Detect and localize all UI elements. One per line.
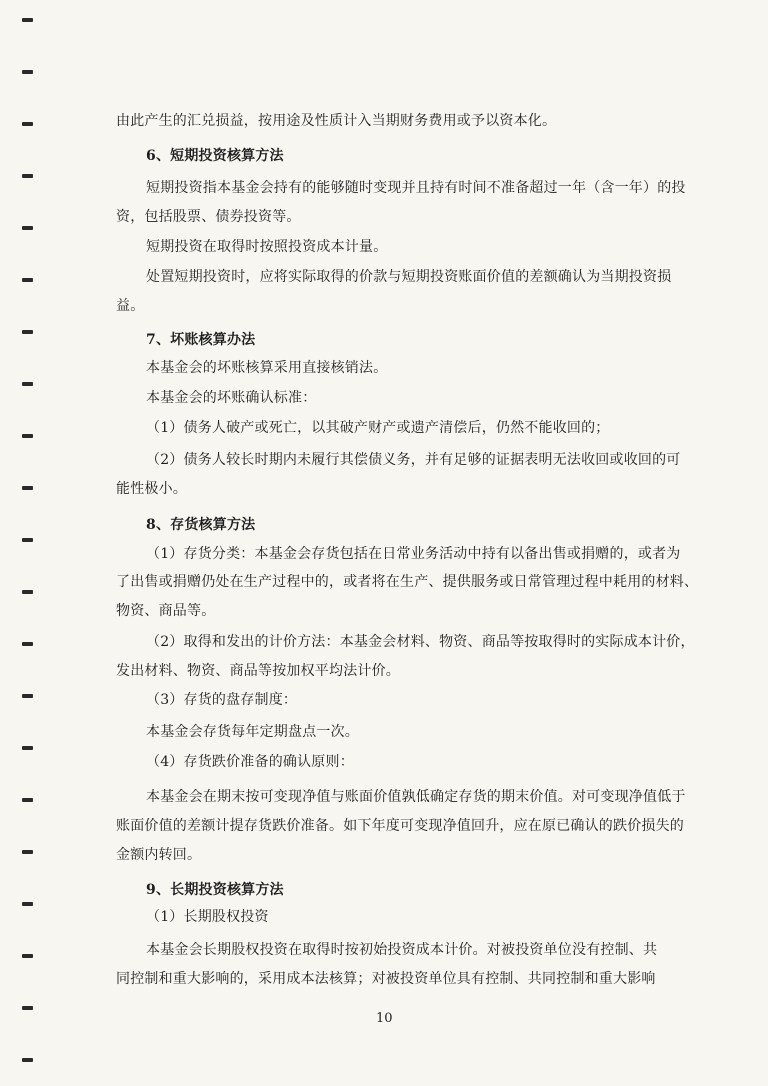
body-line: 能性极小。 [116, 481, 187, 497]
body-line: （3）存货的盘存制度： [146, 692, 298, 708]
punch-mark [22, 746, 33, 750]
punch-mark [22, 382, 33, 386]
body-line: （2）取得和发出的计价方法：本基金会材料、物资、商品等按取得时的实际成本计价， [146, 634, 695, 650]
punch-mark [22, 278, 33, 282]
body-line: （1）存货分类：本基金会存货包括在日常业务活动中持有以备出售或捐赠的，或者为 [146, 546, 681, 562]
body-line: 由此产生的汇兑损益，按用途及性质计入当期财务费用或予以资本化。 [116, 113, 557, 129]
body-line: 了出售或捐赠仍处在生产过程中的，或者将在生产、提供服务或日常管理过程中耗用的材料、 [116, 574, 699, 590]
body-line: 金额内转回。 [116, 847, 202, 863]
body-line: 同控制和重大影响的，采用成本法核算；对被投资单位具有控制、共同控制和重大影响 [116, 971, 656, 987]
body-line: （1）长期股权投资 [146, 909, 269, 925]
body-line: 发出材料、物资、商品等按加权平均法计价。 [116, 663, 400, 679]
section-heading: 7、坏账核算办法 [146, 332, 256, 348]
punch-mark [22, 850, 33, 854]
body-line: 本基金会存货每年定期盘点一次。 [146, 724, 359, 740]
body-line: 短期投资在取得时按照投资成本计量。 [146, 239, 388, 255]
body-line: 资，包括股票、债券投资等。 [116, 209, 301, 225]
body-line: 短期投资指本基金会持有的能够随时变现并且持有时间不准备超过一年（含一年）的投 [146, 180, 686, 196]
punch-mark [22, 486, 33, 490]
section-heading: 9、长期投资核算方法 [146, 882, 284, 898]
punch-mark [22, 590, 33, 594]
body-line: 账面价值的差额计提存货跌价准备。如下年度可变现净值回升，应在原已确认的跌价损失的 [116, 818, 684, 834]
body-line: 益。 [116, 298, 145, 314]
punch-mark [22, 954, 33, 958]
page-number: 10 [376, 1011, 393, 1026]
punch-mark [22, 1058, 33, 1062]
body-line: （2）债务人较长时期内未履行其偿债义务，并有足够的证据表明无法收回或收回的可 [146, 452, 681, 468]
body-line: 本基金会在期末按可变现净值与账面价值孰低确定存货的期末价值。对可变现净值低于 [146, 789, 686, 805]
punch-mark [22, 434, 33, 438]
body-line: 物资、商品等。 [116, 603, 216, 619]
punch-mark [22, 538, 33, 542]
punch-mark [22, 1006, 33, 1010]
section-heading: 8、存货核算方法 [146, 517, 256, 533]
body-line: 本基金会长期股权投资在取得时按初始投资成本计价。对被投资单位没有控制、共 [146, 942, 658, 958]
body-line: （1）债务人破产或死亡，以其破产财产或遗产清偿后，仍然不能收回的； [146, 420, 610, 436]
body-line: 本基金会的坏账确认标准： [146, 390, 317, 406]
punch-mark [22, 226, 33, 230]
punch-mark [22, 18, 33, 22]
punch-mark [22, 902, 33, 906]
body-line: （4）存货跌价准备的确认原则： [146, 754, 354, 770]
punch-mark [22, 70, 33, 74]
punch-mark [22, 122, 33, 126]
punch-mark [22, 174, 33, 178]
punch-mark [22, 798, 33, 802]
body-line: 本基金会的坏账核算采用直接核销法。 [146, 360, 388, 376]
punch-mark [22, 694, 33, 698]
body-line: 处置短期投资时，应将实际取得的价款与短期投资账面价值的差额确认为当期投资损 [146, 269, 672, 285]
section-heading: 6、短期投资核算方法 [146, 148, 284, 164]
punch-mark [22, 642, 33, 646]
punch-mark [22, 330, 33, 334]
